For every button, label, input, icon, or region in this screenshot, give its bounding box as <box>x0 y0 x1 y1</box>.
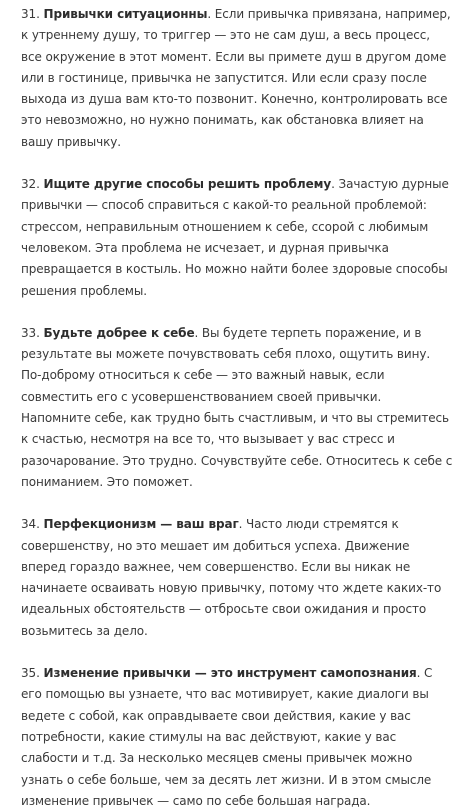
item-heading: Изменение привычки — это инструмент самопознания <box>43 666 417 681</box>
item-heading: Привычки ситуационны <box>43 7 208 21</box>
item-heading: Перфекционизм — ваш враг <box>43 517 239 532</box>
item-body: . С его помощью вы узнаете, что вас мотивирует, какие диалоги вы ведете с собой, как оправдываете свои действия, какие у вас потребности, какие стимулы на вас действуют, какие у вас слабости и т.д. За несколько месяцев смены привычек можно узнать о себе больше, чем за десять лет жизни. И в этом смысле изменение привычек — само по себе большая награда. <box>21 666 433 808</box>
item-number: 33. <box>21 325 40 340</box>
list-item <box>21 514 453 642</box>
item-number: 32. <box>21 177 40 192</box>
item-body: . Вы будете терпеть поражение, и в результате вы можете почувствовать себя плохо, ощутить вину. По-доброму относиться к себе — это важный навык, если совместить его с усовершенствованием своей привычки. Напомните себе, как трудно быть счастливым, и что вы стремитесь к счастью, несмотря на все то, что вызывает у вас стресс и разочарование. Это трудно. Сочувствуйте себе. Относитесь к себе с пониманием. Это поможет. <box>21 325 453 489</box>
item-body: . Зачастую дурные привычки — способ справиться с какой-то реальной проблемой: стрессом, неправильным отношением к себе, ссорой с любимым человеком. Эта проблема не исчезает, и дурная привычка превращается в костыль. Но можно найти более здоровые способы решения проблемы. <box>21 177 449 298</box>
item-body: . Если привычка привязана, например, к утреннему душу, то триггер — это не сам душ, а весь процесс, все окружение в этот момент. Если вы примете душ в другом доме или в гостинице, привычка не запустится. Или если сразу после выхода из душа вам кто-то позвонит. Конечно, контролировать все это невозможно, но нужно понимать, как обстановка влияет на вашу привычку. <box>21 7 451 149</box>
item-body: . Часто люди стремятся к совершенству, но это мешает им добиться успеха. Движение вперед гораздо важнее, чем совершенство. Если вы никак не начинаете осваивать новую привычку, потому что ждете каких-то идеальных обстоятельств — отбросьте свои ожидания и просто возьмитесь за дело. <box>21 517 442 638</box>
item-number: 35. <box>21 666 40 681</box>
item-number: 34. <box>21 517 40 532</box>
item-heading: Будьте добрее к себе <box>43 325 195 340</box>
list-item <box>21 4 453 153</box>
item-heading: Ищите другие способы решить проблему <box>43 177 332 192</box>
list-item <box>21 663 453 812</box>
list-item <box>21 174 453 302</box>
list-item <box>21 323 453 493</box>
item-number: 31. <box>21 7 40 21</box>
